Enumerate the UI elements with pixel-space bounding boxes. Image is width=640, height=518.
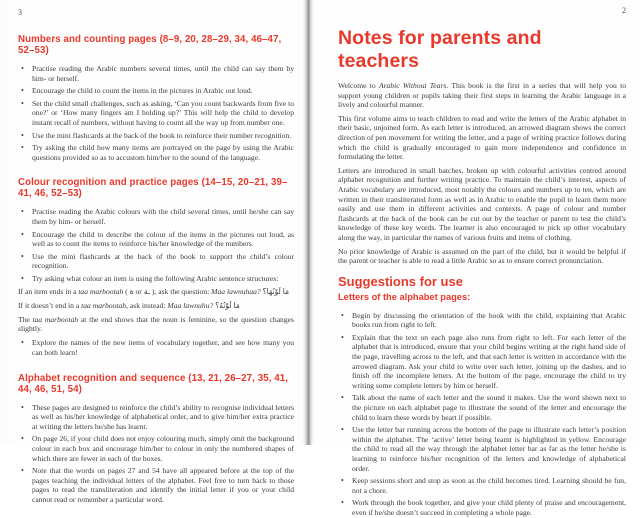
bullet-item: • Keep sessions short and stop as soon as the child becomes tired. Learning should be fun, not a chore. <box>338 476 626 495</box>
bullet-item: • Explain that the text on each page also runs from right to left. For each letter of the alphabet that is introduced, ensure that your child begins writing at the right hand side of the page, travelling across to the left, and that each letter is written in accordance with the arrowed diagram. Ask your child to write over each letter, joining up the dashes, and to finish off the incomplete letters. At the bottom of the page, encourage the child to try writing some complete letters by him or herself. <box>338 333 626 391</box>
bullet-item: • Practise reading the Arabic numbers several times, until the child can say them by him- or herself. <box>18 64 294 83</box>
note-line: If it doesn’t end in a taa marbootah, ask instead: Maa lawnuhu? مَا لَوْنُهُ؟ <box>18 300 240 310</box>
page-left <box>0 0 302 504</box>
left-page-content <box>18 34 294 505</box>
page-number-left: 3 <box>18 8 22 17</box>
suggestions-list <box>338 311 626 518</box>
bullet-item: • Encourage the child to describe the colour of the items in the pictures out loud, as well as to count the items to reinforce his/her knowledge of the numbers. <box>18 230 294 249</box>
page-seam <box>302 0 315 445</box>
page-number-right: 2 <box>622 6 626 15</box>
page-title: Notes for parents and teachers <box>338 27 542 72</box>
paragraph: Letters are introduced in small batches, broken up with colourful activities centred around alphabet recognition and further writing practice. To maintain the child’s interest, aspects of Arabic vocabulary are introduced, most notably the colours and numbers up to ten, which are written in their transliterated form as well as in Arabic to enable the pupil to learn them more easily and use them in different activities and contexts. A page of colour and number flashcards at the back of the book can be cut out by the teacher or parent to test the child’s knowledge of these key words. The learner is also encouraged to pick up other vocabulary along the way, in particular the names of various fruits and items of clothing. <box>338 165 626 242</box>
intro-paragraphs <box>338 81 626 266</box>
paragraph: Welcome to Arabic Without Tears. This book is the first in a series that will help you to support young children or pupils taking their first steps in learning the Arabic language in a lively and colourful manner. <box>338 81 627 110</box>
section-heading: Numbers and counting pages (8–9, 20, 28–29, 34, 46–47, 52–53) <box>18 34 282 56</box>
bullet-item: • Note that the words on pages 27 and 54 have all appeared before at the top of the pages teaching the individual letters of the alphabet. Feel free to turn back to those pages to read the transliteration and identify the initial letter if you or your child cannot read or remember a particular word. <box>18 466 294 504</box>
letters-subheading: Letters of the alphabet pages: <box>338 291 471 302</box>
bullet-item: • Use the mini flashcards at the back of the book to reinforce their number recognition. <box>18 131 294 141</box>
bullet-item: • Try asking the child how many items are portrayed on the page by using the Arabic questions provided so as to accustom him/her to the sound of the language. <box>18 143 294 162</box>
section-heading: Alphabet recognition and sequence (13, 21, 26–27, 35, 41, 44, 46, 51, 54) <box>18 372 289 395</box>
paragraph: No prior knowledge of Arabic is assumed on the part of the child, but it would be helpful if the parent or teacher is able to read a little Arabic so as to ensure correct pronunciation. <box>338 246 626 266</box>
section-heading: Colour recognition and practice pages (14–15, 20–21, 39–41, 46, 52–53) <box>18 177 288 200</box>
note-line: If an item ends in a taa marbootah ( ة or ـة ), ask the question: Maa lawnuhaa? مَا لَوْنُهَا؟ <box>18 286 290 296</box>
bullet-item: • Use the mini flashcards at the back of the book to support the child’s colour recognition. <box>18 252 294 271</box>
bullet-item: • Work through the book together, and give your child plenty of praise and encouragement, even if he/she doesn’t succeed in completing a whole page. <box>338 498 626 517</box>
bullet-item: • Encourage the child to count the items in the pictures in Arabic out loud. <box>18 86 294 96</box>
note-line: The taa marbootah at the end shows that the noun is feminine, so the question changes slightly. <box>18 314 294 334</box>
bullet-item: • Begin by discussing the orientation of the book with the child, explaining that Arabic books run from right to left. <box>338 311 626 330</box>
suggestions-heading: Suggestions for use <box>338 273 463 289</box>
bullet-item: • Practise reading the Arabic colours with the child several times, until he/she can say them by him- or herself. <box>18 207 294 226</box>
bullet-item: • Talk about the name of each letter and the sound it makes. Use the word shown next to the picture on each alphabet page to illustrate the sound of the letter and encourage the child to learn these words by heart if possible. <box>338 393 626 422</box>
page-right <box>315 0 640 517</box>
bullet-item: • Try asking what colour an item is using the following Arabic sentence structures: <box>18 274 294 284</box>
bullet-item: • Use the letter bar running across the bottom of the page to illustrate each letter’s position within the alphabet. The ‘active’ letter being learnt is highlighted in yellow. Encourage the child to read all the way through the alphabet letter bar as far as the letter he/she is learning to reinforce his/her recognition of the letters and knowledge of alphabetical order. <box>338 425 626 473</box>
bullet-item: • On page 26, if your child does not enjoy colouring much, simply omit the background colour in each box and encourage him/her to colour in only the numbered shapes of which there are fewer in each of the boxes. <box>18 434 294 463</box>
bullet-item: • These pages are designed to reinforce the child’s ability to recognise individual letters as well as his/her knowledge of alphabetical order, and to give him/her extra practice at writing the letters he/she has learnt. <box>18 403 294 432</box>
paragraph: This first volume aims to teach children to read and write the letters of the Arabic alphabet in their basic, unjoined form. As each letter is introduced, an arrowed diagram shows the correct direction of pen movement for writing the letter, and a page of writing practice follows during which the child is gradually encouraged to gain more independence and confidence in formulating the letter. <box>338 113 626 162</box>
bullet-item: • Explore the names of the new items of vocabulary together, and see how many you can both learn! <box>18 338 294 357</box>
bullet-item: • Set the child small challenges, such as asking, ‘Can you count backwards from five to one?’ or ‘How many fingers am I holding up?’ This will help the child to develop instant recall of numbers, without having to count all the way up from number one. <box>18 99 294 128</box>
